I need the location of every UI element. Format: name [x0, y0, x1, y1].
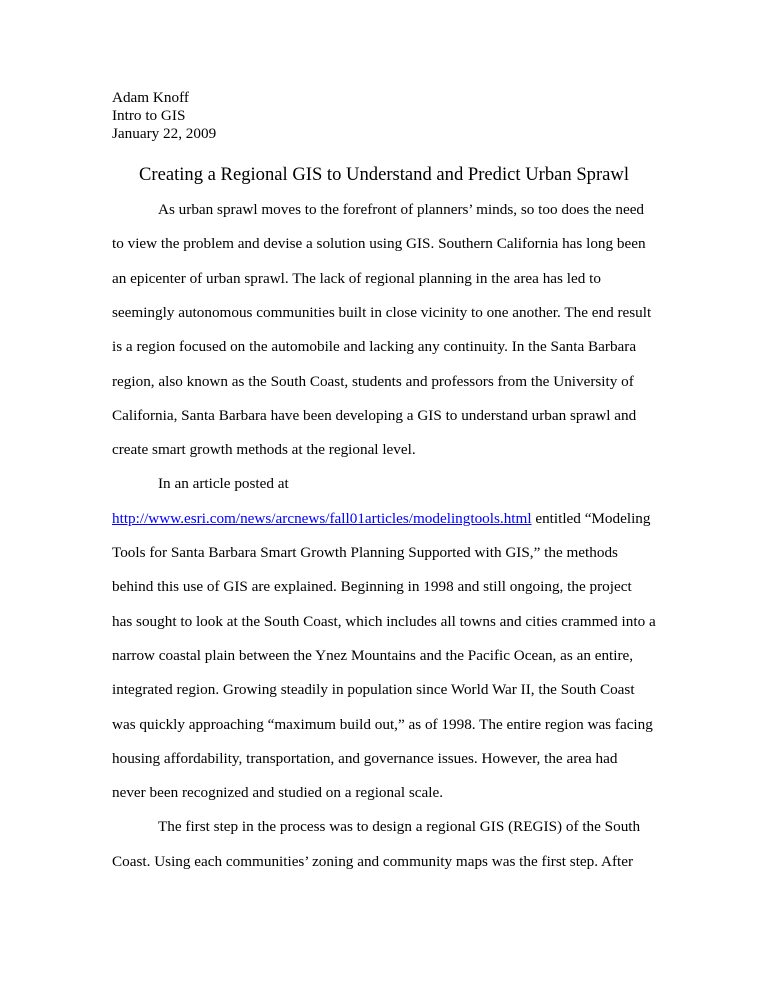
- course-name: Intro to GIS: [112, 107, 186, 124]
- body-line: In an article posted at: [158, 475, 289, 493]
- document-title: Creating a Regional GIS to Understand and Predict Urban Sprawl: [138, 164, 630, 185]
- body-line: region, also known as the South Coast, students and professors from the University of: [112, 372, 634, 390]
- body-line: integrated region. Growing steadily in population since World War II, the South Coast: [112, 681, 635, 699]
- author-name: Adam Knoff: [112, 89, 189, 106]
- body-line: has sought to look at the South Coast, which includes all towns and cities crammed into a: [112, 612, 656, 630]
- article-link[interactable]: http://www.esri.com/news/arcnews/fall01articles/modelingtools.html: [112, 509, 532, 527]
- body-line: create smart growth methods at the regional level.: [112, 441, 416, 459]
- body-line: never been recognized and studied on a regional scale.: [112, 784, 444, 802]
- body-line: Tools for Santa Barbara Smart Growth Planning Supported with GIS,” the methods: [112, 544, 618, 561]
- body-line: behind this use of GIS are explained. Beginning in 1998 and still ongoing, the project: [112, 578, 632, 596]
- body-line: to view the problem and devise a solution using GIS. Southern California has long been: [112, 235, 646, 253]
- body-line: narrow coastal plain between the Ynez Mountains and the Pacific Ocean, as an entire,: [112, 646, 634, 664]
- body-line: an epicenter of urban sprawl. The lack of regional planning in the area has led to: [112, 269, 601, 287]
- body-line: Coast. Using each communities’ zoning and community maps was the first step. After: [112, 852, 634, 870]
- body-line: California, Santa Barbara have been developing a GIS to understand urban sprawl and: [112, 406, 637, 424]
- body-line: housing affordability, transportation, and governance issues. However, the area had: [112, 749, 618, 767]
- body-line-text: entitled “Modeling: [531, 509, 651, 527]
- body-line: was quickly approaching “maximum build out,” as of 1998. The entire region was facing: [112, 715, 653, 733]
- body-line: As urban sprawl moves to the forefront of planners’ minds, so too does the need: [158, 201, 645, 218]
- body-line: is a region focused on the automobile and lacking any continuity. In the Santa Barbara: [112, 338, 637, 356]
- body-line: The first step in the process was to design a regional GIS (REGIS) of the South: [158, 818, 641, 836]
- body-line: [112, 510, 651, 528]
- document-date: January 22, 2009: [112, 125, 217, 142]
- body-line: seemingly autonomous communities built in close vicinity to one another. The end result: [112, 303, 652, 321]
